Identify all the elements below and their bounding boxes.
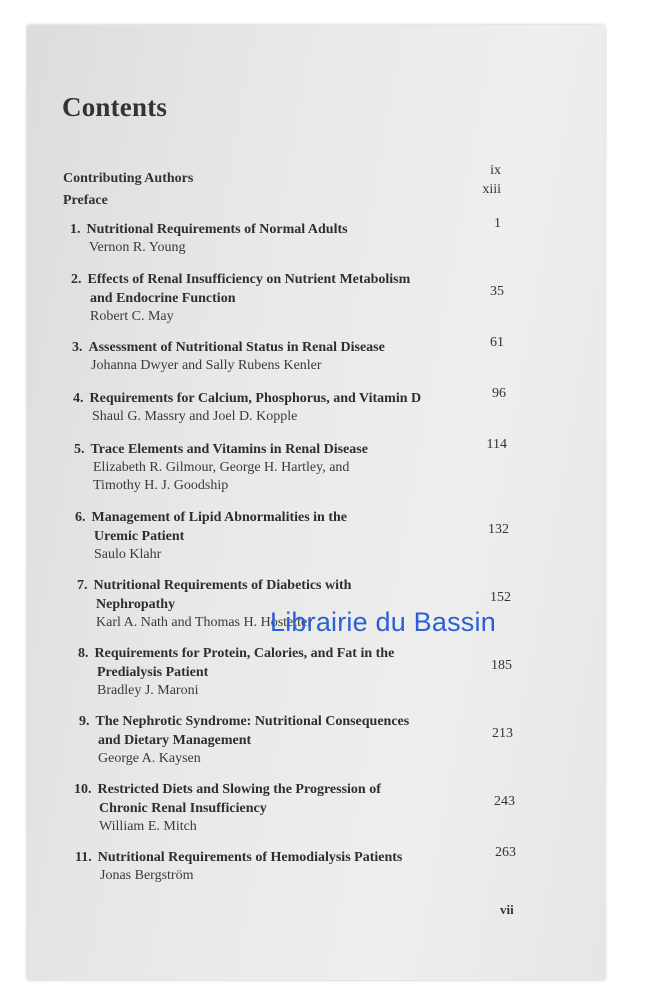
chapter-number: 7. bbox=[77, 578, 88, 593]
chapter-title-line: Nutritional Requirements of Hemodialysis Patients bbox=[97, 850, 403, 865]
chapter-page: 263 bbox=[495, 845, 516, 860]
toc-entry bbox=[73, 389, 473, 426]
chapter-number: 5. bbox=[74, 442, 85, 457]
chapter-authors: Shaul G. Massry and Joel D. Kopple bbox=[92, 409, 298, 424]
chapter-page: 1 bbox=[494, 216, 501, 231]
chapter-page: 61 bbox=[490, 335, 504, 350]
chapter-title bbox=[70, 220, 470, 239]
chapter-title bbox=[78, 644, 478, 663]
chapter-number: 6. bbox=[75, 510, 86, 525]
chapter-number: 2. bbox=[71, 272, 82, 287]
chapter-title-line: Requirements for Calcium, Phosphorus, and Vitamin D bbox=[89, 391, 422, 406]
chapter-title bbox=[72, 338, 472, 357]
toc-entry bbox=[78, 644, 478, 700]
chapter-title-line: Nutritional Requirements of Diabetics with bbox=[93, 578, 352, 593]
book-page bbox=[27, 25, 605, 980]
chapter-title bbox=[75, 848, 475, 867]
chapter-title bbox=[79, 712, 479, 731]
chapter-number: 3. bbox=[72, 340, 83, 355]
chapter-title-line: Management of Lipid Abnormalities in the bbox=[91, 510, 348, 525]
chapter-page: 96 bbox=[492, 386, 506, 401]
chapter-title-line: Nutritional Requirements of Normal Adults bbox=[86, 222, 348, 237]
chapter-title-line: and Dietary Management bbox=[98, 733, 252, 748]
chapter-authors: Saulo Klahr bbox=[94, 547, 162, 562]
chapter-page: 185 bbox=[491, 658, 512, 673]
chapter-page: 213 bbox=[492, 726, 513, 741]
chapter-number: 1. bbox=[70, 222, 81, 237]
chapter-authors: Robert C. May bbox=[90, 309, 174, 324]
chapter-page: 114 bbox=[486, 437, 507, 452]
chapter-authors: George A. Kaysen bbox=[98, 751, 201, 766]
front-matter-label: Contributing Authors bbox=[63, 171, 194, 186]
page-folio: vii bbox=[500, 902, 514, 917]
front-matter-page: ix bbox=[490, 163, 501, 178]
chapter-number: 11. bbox=[75, 850, 92, 865]
chapter-title-line: Chronic Renal Insufficiency bbox=[99, 801, 267, 816]
chapter-number: 4. bbox=[73, 391, 84, 406]
toc-entry bbox=[75, 848, 475, 885]
toc-entry bbox=[74, 440, 474, 495]
chapter-page: 243 bbox=[494, 794, 515, 809]
chapter-page: 152 bbox=[490, 590, 511, 605]
chapter-page: 35 bbox=[490, 284, 504, 299]
toc-entry bbox=[75, 508, 475, 564]
chapter-title bbox=[74, 440, 474, 459]
chapter-authors: Elizabeth R. Gilmour, George H. Hartley, and bbox=[93, 460, 350, 475]
chapter-authors: Johanna Dwyer and Sally Rubens Kenler bbox=[91, 358, 322, 373]
toc-entry bbox=[71, 270, 471, 326]
chapter-title-line: Uremic Patient bbox=[94, 529, 185, 544]
front-matter-label: Preface bbox=[63, 193, 108, 208]
page-title: Contents bbox=[62, 92, 168, 122]
chapter-title bbox=[73, 389, 473, 408]
chapter-title bbox=[77, 576, 477, 595]
toc-entry bbox=[79, 712, 479, 768]
chapter-title bbox=[75, 508, 475, 527]
chapter-authors: Jonas Bergström bbox=[100, 868, 194, 883]
watermark-text: Librairie du Bassin bbox=[270, 607, 496, 637]
chapter-title bbox=[71, 270, 471, 289]
chapter-page: 132 bbox=[488, 522, 509, 537]
chapter-title-line: Trace Elements and Vitamins in Renal Disease bbox=[90, 442, 368, 457]
front-matter-page: xiii bbox=[482, 182, 501, 197]
chapter-title-line: Nephropathy bbox=[96, 597, 176, 612]
chapter-authors: Timothy H. J. Goodship bbox=[93, 478, 229, 493]
chapter-title-line: Assessment of Nutritional Status in Renal Disease bbox=[88, 340, 385, 355]
chapter-number: 9. bbox=[79, 714, 90, 729]
chapter-number: 10. bbox=[74, 782, 92, 797]
toc-entry bbox=[70, 220, 470, 257]
chapter-title-line: Restricted Diets and Slowing the Progression of bbox=[97, 782, 381, 797]
chapter-title-line: Effects of Renal Insufficiency on Nutrient Metabolism bbox=[87, 272, 411, 287]
chapter-title-line: Predialysis Patient bbox=[97, 665, 209, 680]
toc-entry bbox=[74, 780, 474, 836]
chapter-number: 8. bbox=[78, 646, 89, 661]
chapter-title-line: The Nephrotic Syndrome: Nutritional Consequences bbox=[95, 714, 410, 729]
chapter-title-line: and Endocrine Function bbox=[90, 291, 236, 306]
chapter-authors: Vernon R. Young bbox=[89, 240, 186, 255]
chapter-title bbox=[74, 780, 474, 799]
toc-entry bbox=[72, 338, 472, 375]
chapter-authors: William E. Mitch bbox=[99, 819, 197, 834]
chapter-authors: Karl A. Nath and Thomas H. Hostetter bbox=[96, 615, 312, 630]
chapter-authors: Bradley J. Maroni bbox=[97, 683, 199, 698]
chapter-title-line: Requirements for Protein, Calories, and Fat in the bbox=[94, 646, 395, 661]
